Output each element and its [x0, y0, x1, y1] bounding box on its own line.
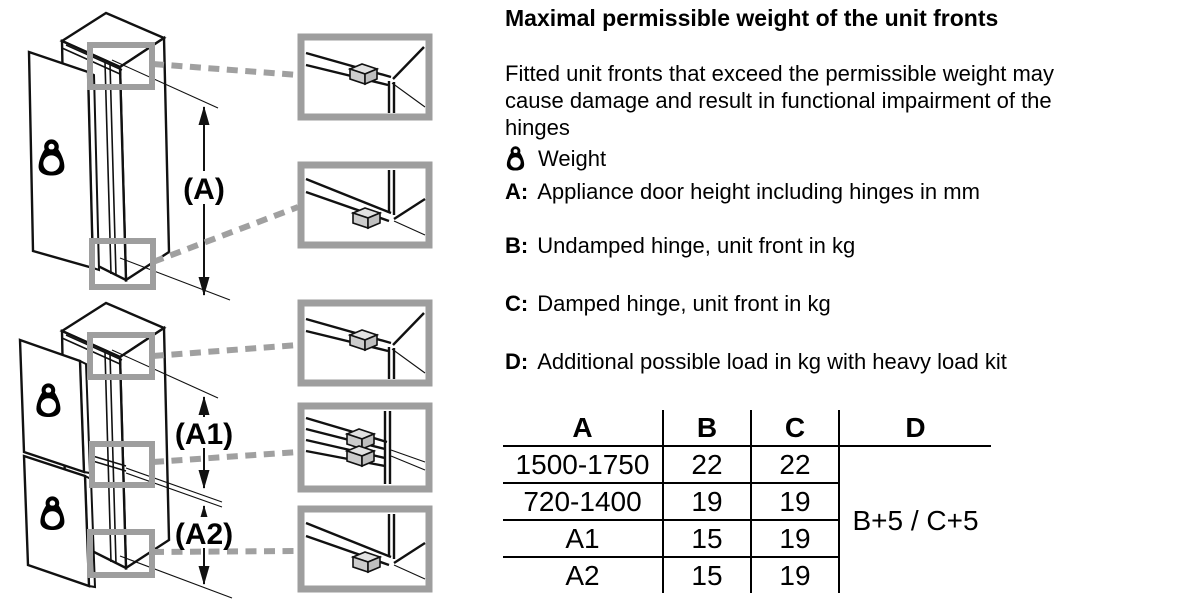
table-cell: A1: [503, 520, 663, 557]
definition-key: C:: [505, 291, 529, 316]
dim-label-a1: (A1): [174, 418, 234, 451]
intro-paragraph: [505, 60, 1054, 141]
table-cell: 22: [663, 446, 751, 483]
table-cell: 22: [751, 446, 839, 483]
weight-icon: [505, 146, 526, 172]
col-header-a: A: [503, 410, 663, 446]
detail-box-top-hinge: [301, 303, 429, 383]
appliance-hinge-diagram: [0, 0, 490, 600]
table-cell: 19: [663, 483, 751, 520]
weight-label: Weight: [538, 146, 607, 171]
table-cell: A2: [565, 560, 600, 591]
arrow-down: [199, 566, 210, 585]
col-header-c: C: [751, 410, 839, 446]
definition-key: D:: [505, 349, 529, 374]
table-cell: 19: [751, 520, 839, 557]
arrow-up: [199, 396, 210, 415]
paragraph-line: hinges: [505, 115, 570, 140]
arrow-up: [199, 106, 210, 125]
table-cell-d-merged: B+5 / C+5: [839, 446, 991, 593]
detail-box-middle-hinges: [301, 406, 429, 489]
definition-c: [505, 291, 831, 317]
detail-box-top-hinge: [301, 37, 429, 117]
table-cell: 720-1400: [503, 483, 663, 520]
definition-a: [505, 179, 980, 205]
definition-key: A:: [505, 179, 529, 204]
paragraph-line: Fitted unit fronts that exceed the permissible weight may: [505, 61, 1055, 86]
detail-box-bottom-hinge: [301, 509, 429, 589]
col-header-b: B: [663, 410, 751, 446]
col-header-d: D: [839, 410, 991, 446]
table-header-row: [503, 410, 991, 446]
dashed-leader-lines: [153, 64, 298, 552]
dim-label-a2: (A2): [174, 518, 234, 551]
weight-legend: [505, 146, 606, 172]
arrow-down: [199, 470, 210, 489]
page-title: Maximal permissible weight of the unit fronts: [505, 5, 999, 31]
paragraph-line: cause damage and result in functional impairment of the: [505, 88, 1052, 113]
definition-text: Additional possible load in kg with heavy load kit: [537, 349, 1007, 374]
detail-box-bottom-hinge: [301, 165, 429, 245]
table-cell: 19: [751, 483, 839, 520]
dim-label-a: (A): [183, 173, 225, 206]
arrow-down: [199, 277, 210, 296]
table-cell: 15: [663, 557, 751, 593]
definition-text: Damped hinge, unit front in kg: [537, 291, 831, 316]
definition-d: [505, 349, 1007, 375]
table-cell: 1500-1750: [503, 446, 663, 483]
table-row: [503, 446, 991, 483]
definition-text: Appliance door height including hinges in mm: [537, 179, 980, 204]
definition-key: B:: [505, 233, 529, 258]
text-column: [505, 0, 1200, 600]
definition-b: [505, 233, 855, 259]
table-cell: 19: [751, 557, 839, 593]
table-cell: 15: [663, 520, 751, 557]
weight-spec-table: [503, 410, 991, 593]
definition-text: Undamped hinge, unit front in kg: [537, 233, 856, 258]
